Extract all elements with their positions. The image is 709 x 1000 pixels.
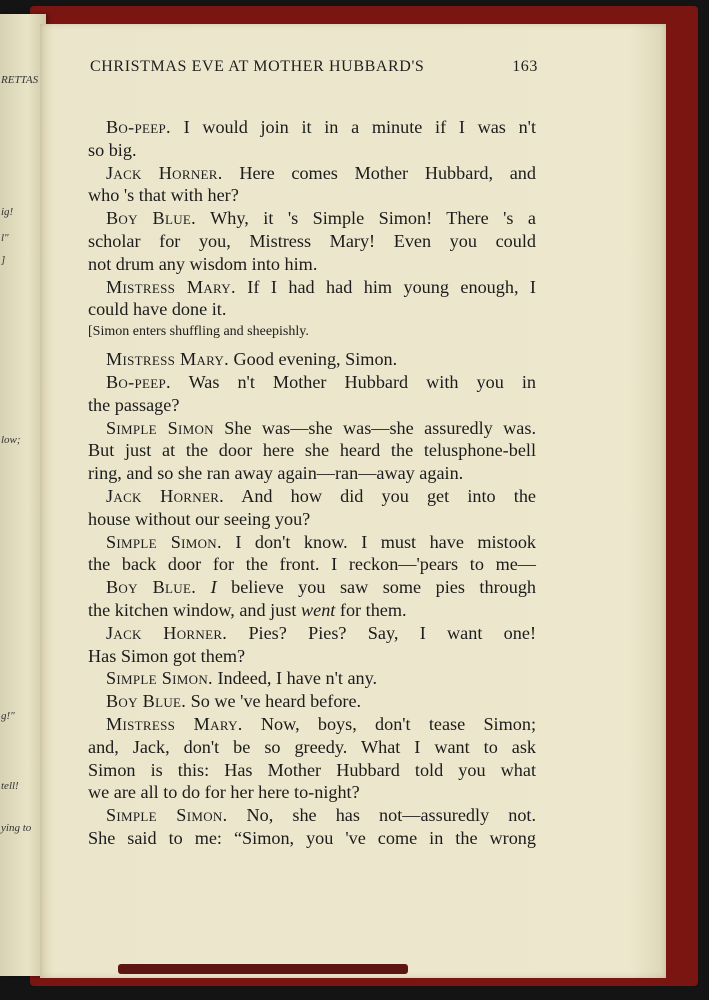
line-text: Here comes Mother Hubbard, and <box>239 162 536 183</box>
text-line <box>88 667 536 690</box>
speaker-name: Boy Blue. <box>106 577 197 598</box>
text-line <box>88 298 536 321</box>
speaker-name: Simple Simon. <box>106 668 213 689</box>
line-text: So we 've heard before. <box>190 691 362 712</box>
text-line <box>88 139 536 162</box>
text-line <box>88 827 536 850</box>
line-text: Now, boys, don't tease Simon; <box>260 713 536 734</box>
line-text: so big. <box>88 139 137 160</box>
line-text: not drum any wisdom into him. <box>88 253 318 274</box>
running-header <box>90 58 538 76</box>
line-text: house without our seeing you? <box>88 508 311 529</box>
line-text: I would join it in a minute if I was n't <box>183 117 536 137</box>
running-title: CHRISTMAS EVE AT MOTHER HUBBARD'S <box>90 58 425 75</box>
text-line <box>88 508 536 531</box>
speaker-name: Simple Simon. <box>106 805 228 826</box>
stage-direction: [Simon enters shuffling and sheepishly. <box>88 324 309 340</box>
text-line <box>88 781 536 804</box>
text-line <box>88 184 536 207</box>
page-marker-tab <box>118 964 408 974</box>
line-text: and, Jack, don't be so greedy. What I want to ask <box>88 736 536 757</box>
text-line <box>88 230 536 253</box>
line-text: Has Simon got them? <box>88 645 246 666</box>
speaker-name: Boy Blue. <box>106 691 187 712</box>
text-line <box>88 759 536 782</box>
line-text: No, she has not—assuredly not. <box>246 805 537 826</box>
speaker-name: Boy Blue. <box>106 208 196 229</box>
line-text: the passage? <box>88 394 180 415</box>
margin-fragment: g!" <box>1 710 15 722</box>
margin-fragment: low; <box>1 434 21 446</box>
margin-fragment: ] <box>1 254 6 266</box>
speaker-name: Mistress Mary. <box>106 349 229 370</box>
line-text: could have done it. <box>88 299 227 320</box>
text-line <box>88 207 536 230</box>
text-line <box>88 713 536 736</box>
text-line <box>88 645 536 668</box>
line-text: who 's that with her? <box>88 185 239 206</box>
line-text: we are all to do for her here to-night? <box>88 782 360 803</box>
text-line <box>88 348 536 371</box>
line-text: If I had had him young enough, I <box>247 276 536 297</box>
speaker-name: Mistress Mary. <box>106 713 243 734</box>
line-text: She said to me: “Simon, you 've come in the wrong <box>88 827 536 848</box>
margin-fragment: ying to <box>1 822 32 834</box>
line-text: the back door for the front. I reckon—'pears to me— <box>88 554 536 575</box>
line-text: But just at the door here she heard the telusphone-bell <box>88 440 536 461</box>
line-text: the kitchen window, and just <box>88 599 301 620</box>
text-line <box>88 485 536 508</box>
line-text: Pies? Pies? Say, I want one! <box>248 622 536 643</box>
speaker-name: Simple Simon. <box>106 531 222 552</box>
text-line <box>88 276 536 299</box>
margin-fragment: RETTAS <box>1 74 39 86</box>
speaker-name: Bo-peep. <box>106 371 171 392</box>
text-line <box>88 394 536 417</box>
speaker-name: Mistress Mary. <box>106 276 236 297</box>
speaker-name: Jack Horner. <box>106 485 225 506</box>
text-line <box>88 531 536 554</box>
text-line <box>88 576 536 599</box>
speaker-name: Simple Simon <box>106 417 214 438</box>
margin-fragment: tell! <box>1 780 19 792</box>
line-text: She was—she was—she assuredly was. <box>224 417 536 438</box>
play-text <box>88 116 536 850</box>
line-text: scholar for you, Mistress Mary! Even you could <box>88 230 536 251</box>
margin-fragment: ig! <box>1 206 14 218</box>
line-text: ring, and so she ran away again—ran—away again. <box>88 463 464 484</box>
text-line <box>88 439 536 462</box>
line-text: Good evening, Simon. <box>233 349 398 370</box>
line-text: for them. <box>335 599 407 620</box>
line-text: I don't know. I must have mistook <box>235 531 537 552</box>
speaker-name: Bo-peep. <box>106 117 171 137</box>
line-text: Simon is this: Has Mother Hubbard told you what <box>88 759 536 780</box>
line-text: And how did you get into the <box>241 485 536 506</box>
line-text: Indeed, I have n't any. <box>217 668 378 689</box>
text-line <box>88 622 536 645</box>
text-line <box>88 116 536 139</box>
text-line <box>88 417 536 440</box>
text-line <box>88 371 536 394</box>
text-line <box>88 462 536 485</box>
text-line <box>88 690 536 713</box>
italic-word: I <box>210 577 217 598</box>
text-line <box>88 162 536 185</box>
line-text: believe you saw some pies through <box>216 577 537 598</box>
page-number: 163 <box>512 58 538 75</box>
text-line <box>88 553 536 576</box>
speaker-name: Jack Horner. <box>106 162 223 183</box>
speaker-name: Jack Horner. <box>106 622 228 643</box>
line-text: Why, it 's Simple Simon! There 's a <box>210 208 537 229</box>
text-line <box>88 736 536 759</box>
text-line <box>88 804 536 827</box>
line-text: Was n't Mother Hubbard with you in <box>188 371 536 392</box>
italic-word: went <box>301 599 336 620</box>
text-line <box>88 599 536 622</box>
margin-fragment: l" <box>1 232 9 244</box>
text-line <box>88 253 536 276</box>
